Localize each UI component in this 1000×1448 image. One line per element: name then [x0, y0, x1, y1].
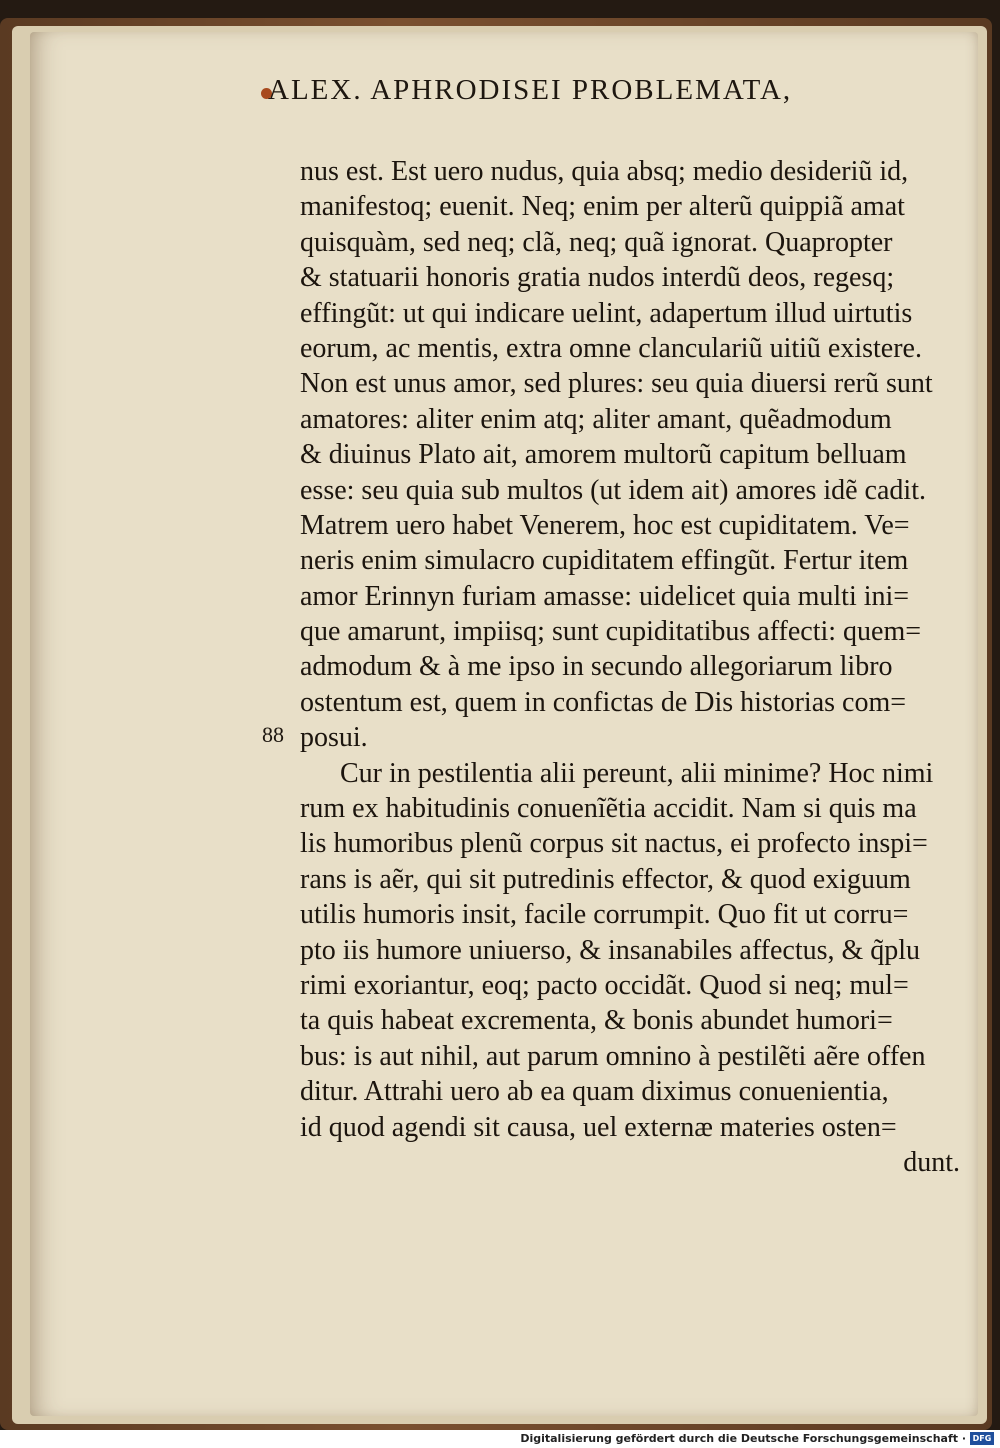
text-line: ditur. Attrahi uero ab ea quam diximus conuenientia,: [300, 1076, 889, 1108]
text-line: rimi exoriantur, eoq; pacto occidãt. Quod si neq; mul=: [300, 969, 909, 1001]
text-line: ostentum est, quem in confictas de Dis historias com=: [300, 686, 907, 718]
text-line: ta quis habeat excrementa, & bonis abundet humori=: [300, 1005, 893, 1037]
text-line: amor Erinnyn furiam amasse: uidelicet quia multi ini=: [300, 580, 910, 612]
text-line: eorum, ac mentis, extra omne clanculariũ uitiũ existere.: [300, 332, 922, 364]
text-line: rans is aẽr, qui sit putredinis effector, & quod exiguum: [300, 863, 911, 895]
text-line: amatores: aliter enim atq; aliter amant, quẽadmodum: [300, 403, 892, 435]
text-line: utilis humoris insit, facile corrumpit. Quo fit ut corru=: [300, 899, 909, 931]
footer-bar: [0, 1430, 1000, 1448]
text-line: dunt.: [903, 1146, 960, 1178]
text-line: effingũt: ut qui indicare uelint, adapertum illud uirtutis: [300, 297, 913, 329]
body-text: [300, 154, 960, 1180]
text-line: Cur in pestilentia alii pereunt, alii minime? Hoc nimi: [340, 757, 934, 789]
dfg-logo-icon: DFG: [970, 1432, 994, 1445]
text-line: Non est unus amor, sed plures: seu quia diuersi rerũ sunt: [300, 368, 933, 400]
text-line: Matrem uero habet Venerem, hoc est cupiditatem. Ve=: [300, 509, 910, 541]
text-line: rum ex habitudinis conuenĩẽtia accidit. Nam si quis ma: [300, 793, 917, 825]
text-line: quisquàm, sed neq; clã, neq; quã ignorat. Quapropter: [300, 226, 893, 258]
text-line: & statuarii honoris gratia nudos interdũ deos, regesq;: [300, 262, 895, 294]
text-line: admodum & à me ipso in secundo allegoriarum libro: [300, 651, 893, 683]
text-line: id quod agendi sit causa, uel externæ materies osten=: [300, 1111, 897, 1143]
text-line: esse: seu quia sub multos (ut idem ait) amores idẽ cadit.: [300, 474, 926, 506]
margin-number: 88: [262, 722, 284, 747]
text-line: nus est. Est uero nudus, quia absq; medio desideriũ id,: [300, 156, 909, 187]
text-line: & diuinus Plato ait, amorem multorũ capitum belluam: [300, 439, 907, 471]
text-line: neris enim simulacro cupiditatem effingũt. Fertur item: [300, 545, 909, 577]
text-line: posui.: [300, 722, 368, 754]
running-head: ALEX. APHRODISEI PROBLEMATA,: [268, 74, 793, 106]
text-line: lis humoribus plenũ corpus sit nactus, ei profecto inspi=: [300, 828, 928, 860]
text-line: bus: is aut nihil, aut parum omnino à pestilẽti aẽre offen: [300, 1040, 926, 1072]
text-line: que amarunt, impiisq; sunt cupiditatibus affecti: quem=: [300, 616, 922, 648]
funding-credit: Digitalisierung gefördert durch die Deutsche Forschungsgemeinschaft ·: [520, 1432, 966, 1445]
text-line: pto iis humore uniuerso, & insanabiles affectus, & q̃plu: [300, 934, 921, 966]
text-line: manifestoq; euenit. Neq; enim per alterũ quippiã amat: [300, 191, 905, 223]
